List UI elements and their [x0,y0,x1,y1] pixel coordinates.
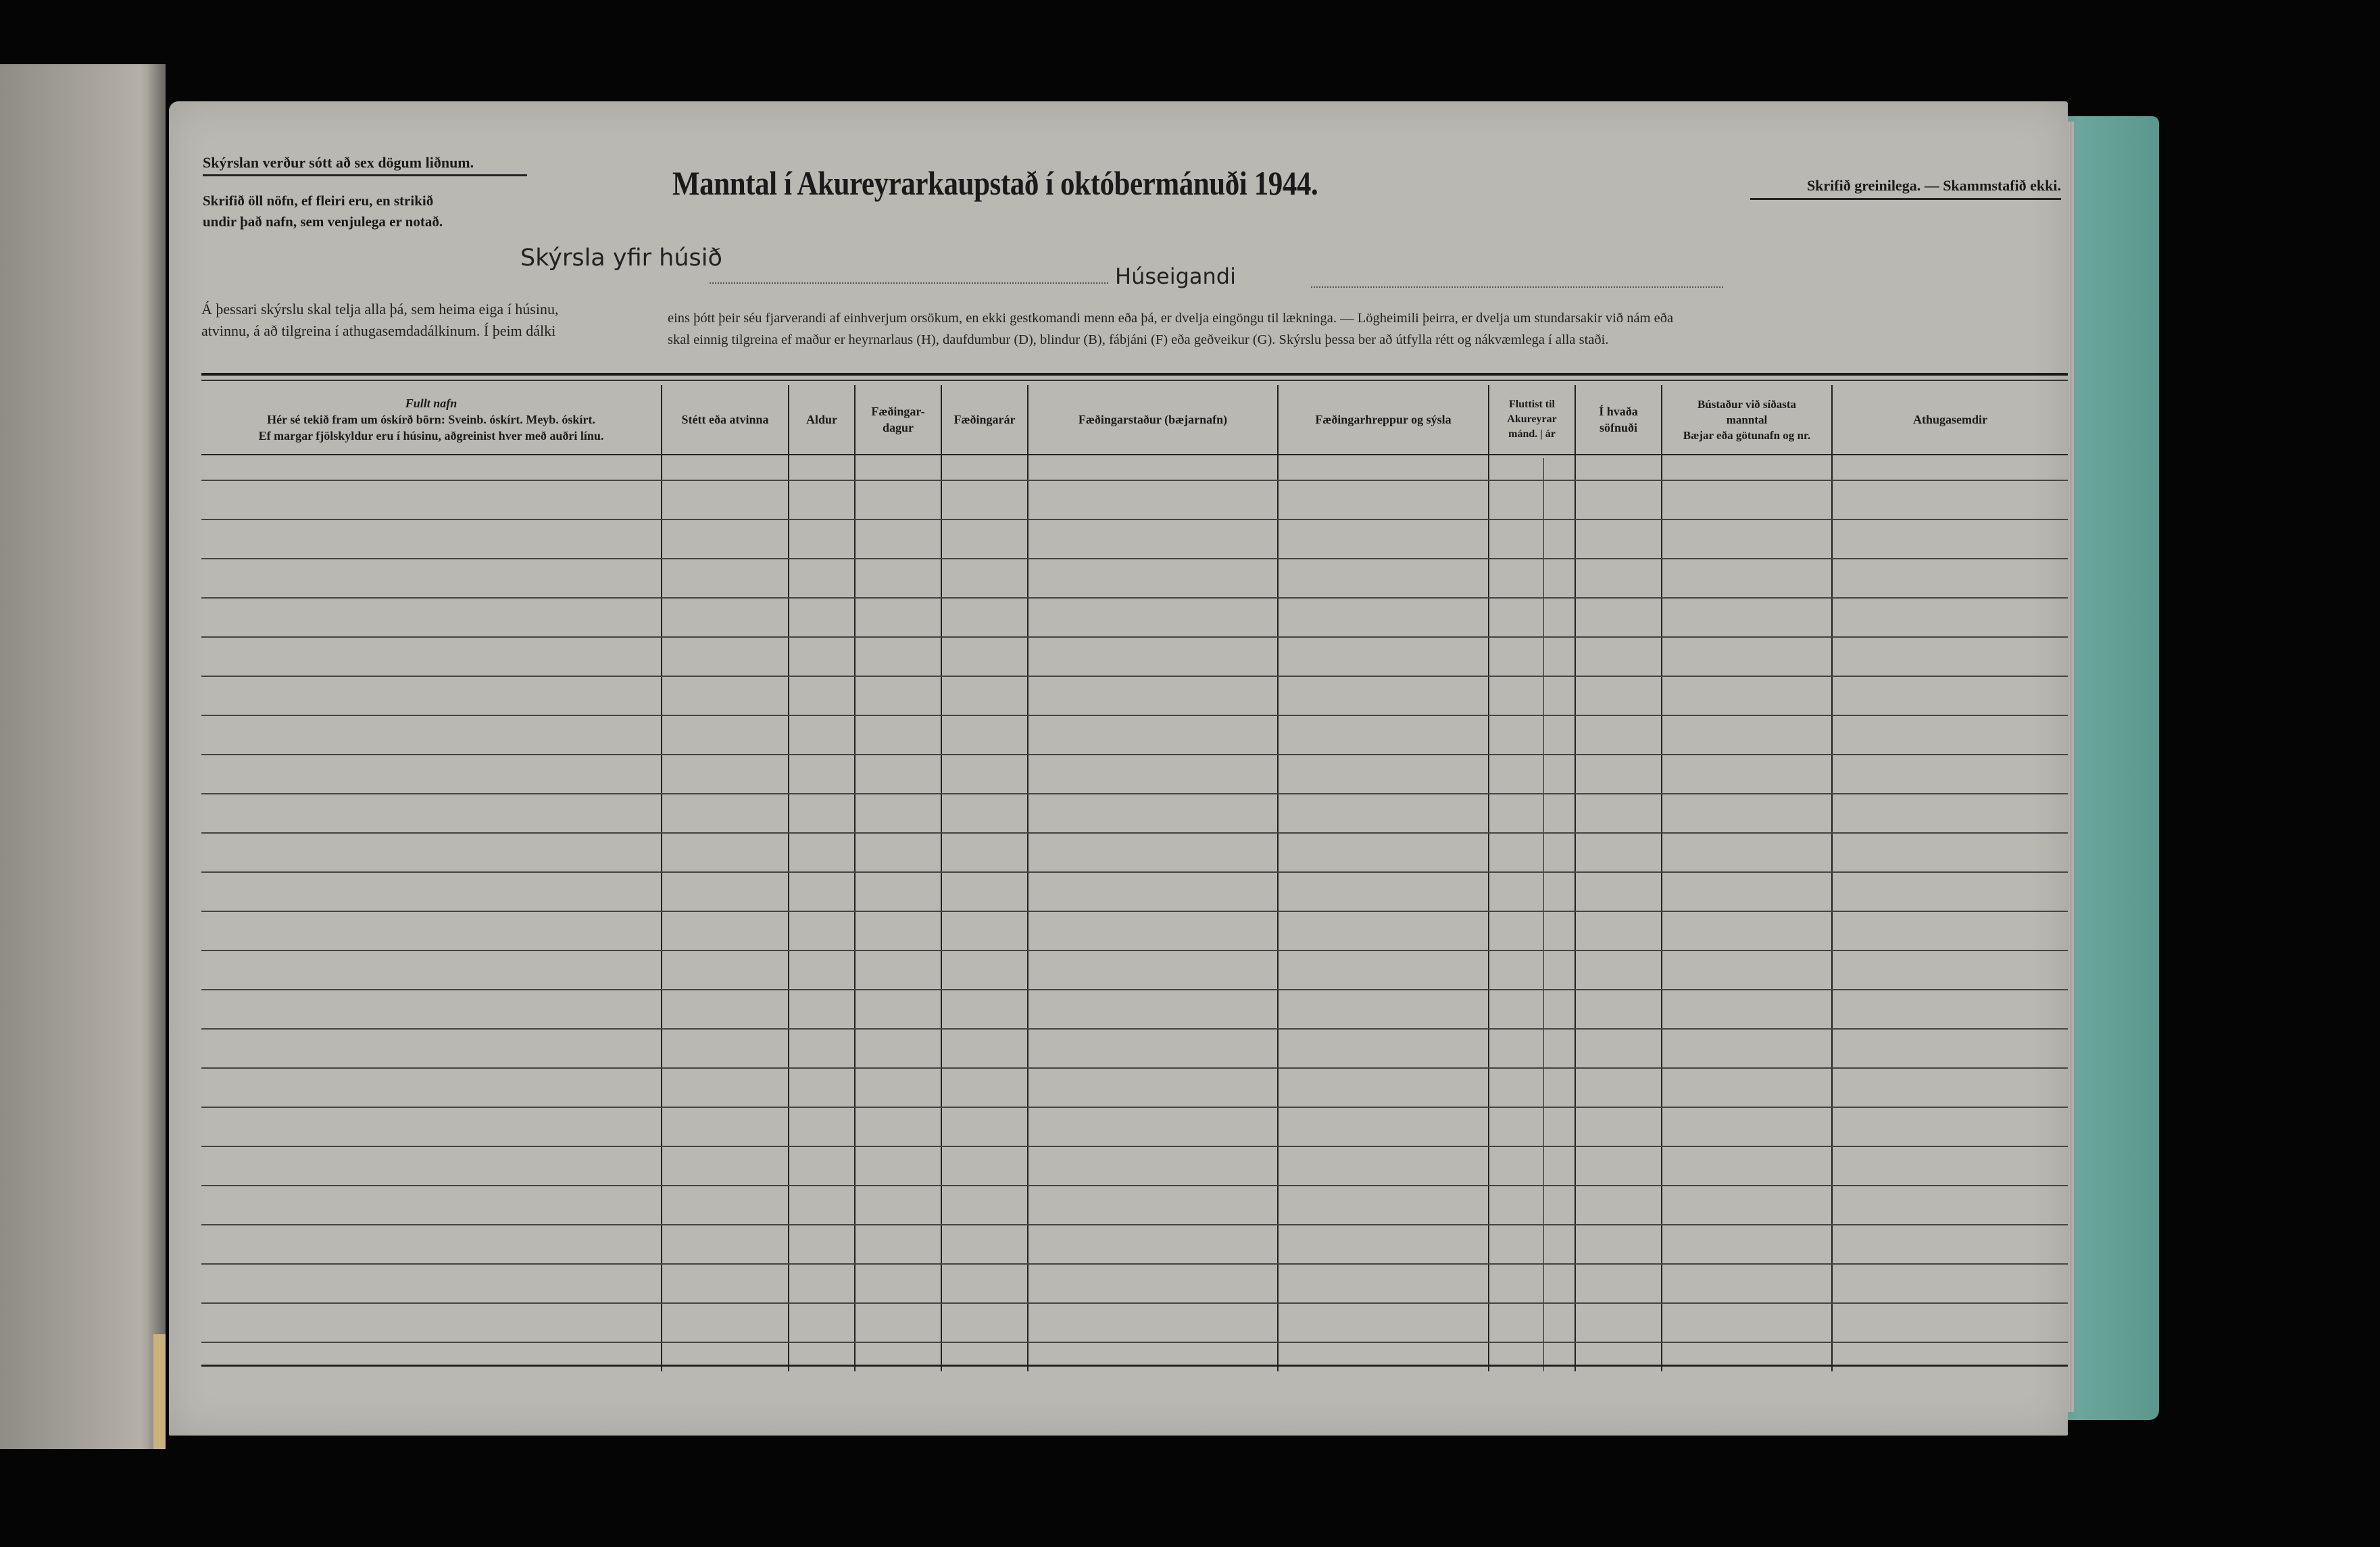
column-header-full-name-title: Fullt nafn [405,397,457,410]
paragraph-right-line-1: eins þótt þeir séu fjarverandi af einhverjum orsökum, en ekki gestkomandi menn eða þá, er dvelja eingöngu til lækninga. — Lögheimili þeirra, er dvelja um stundarsakir við nám eða [668,311,1674,326]
column-header-age: Aldur [805,413,837,426]
entry-row-line[interactable] [201,1224,2068,1225]
entry-row-line[interactable] [201,1146,2068,1147]
left-page [0,64,166,1449]
column-divider [1488,385,1489,1371]
house-report-label: Skýrsla yfir húsið [520,245,722,272]
column-header-residence-line-3: Bæjar eða götunafn og nr. [1683,428,1811,442]
column-header-residence-line-1: Bústaður við síðasta [1697,397,1797,411]
column-header-congregation-line-2: söfnuði [1599,421,1638,434]
column-header-congregation-line-1: Í hvaða [1599,405,1638,418]
column-header-residence-line-2: manntal [1726,413,1768,426]
writing-instruction: Skrifið greinilega. — Skammstafið ekki. [1806,177,2061,194]
entry-row-line[interactable] [201,1185,2068,1186]
paragraph-left-line-2: atvinnu, á að tilgreina í athugasemdadálkinum. Í þeim dálki [201,322,556,339]
entry-row-line[interactable] [201,911,2068,912]
entry-row-line[interactable] [201,793,2068,794]
house-owner-label: Húseigandi [1115,263,1236,289]
moved-column-split [1543,458,1544,1371]
table-top-thin-rule [201,380,2068,381]
entry-row-line[interactable] [201,1263,2068,1265]
column-divider [941,385,942,1371]
column-header-moved-to-akureyri [1489,385,1575,454]
census-form-page [169,101,2068,1436]
entry-row-line[interactable] [201,1302,2068,1304]
entry-row-line[interactable] [201,1107,2068,1108]
page-gutter-shadow [147,64,166,1449]
entry-row-line[interactable] [201,597,2068,599]
entry-row-line[interactable] [201,871,2068,873]
entry-row-line[interactable] [201,715,2068,716]
column-header-remarks: Athugasemdir [1912,413,1987,426]
column-header-congregation [1576,385,1661,454]
column-divider [854,385,856,1371]
column-header-birthday-line-2: dagur [882,421,914,434]
entry-row-line[interactable] [201,636,2068,638]
column-header-birth-parish: Fæðingarhreppur og sýsla [1315,413,1452,426]
column-divider [1831,385,1833,1371]
entry-row-line[interactable] [201,950,2068,951]
column-divider [1661,385,1662,1371]
column-divider [788,385,789,1371]
names-instruction-line-1: Skrifið öll nöfn, ef fleiri eru, en strikið [203,193,434,209]
column-header-full-name-note-2: Ef margar fjölskyldur eru í húsinu, aðgreinist hver með auðri línu. [258,429,604,442]
paragraph-right-line-2: skal einnig tilgreina ef maður er heyrnarlaus (H), daufdumbur (D), blindur (B), fábjáni (F) eða geðveikur (G). Skýrslu þessa ber að útfylla rétt og nákvæmlega í alla staði. [668,332,1609,347]
names-instruction-line-2: undir það nafn, sem venjulega er notað. [203,213,443,230]
column-header-moved-line-2: Akureyrar [1507,413,1557,425]
names-instruction [203,191,443,232]
entry-row-line[interactable] [201,754,2068,755]
collection-note: Skýrslan verður sótt að sex dögum liðnum. [203,154,474,171]
entry-row-line[interactable] [201,1067,2068,1069]
column-header-moved-line-3: mánd. | ár [1508,428,1556,440]
entry-row-line[interactable] [201,1028,2068,1030]
form-title: Manntal í Akureyrarkaupstað í októbermánuði 1944. [672,164,1318,202]
header-bottom-rule [201,454,2068,455]
column-header-occupation: Stétt eða atvinna [681,413,769,426]
column-divider [1277,385,1279,1371]
writing-instruction-underline [1750,198,2061,200]
page-gutter-edge [153,1334,166,1449]
column-header-full-name [201,385,661,454]
table-bottom-rule [201,1365,2068,1367]
house-name-field[interactable] [710,282,1108,284]
column-header-moved-line-1: Fluttist til [1509,399,1555,410]
column-header-full-name-note-1: Hér sé tekið fram um óskírð börn: Sveinb. óskírt. Meyb. óskírt. [267,413,595,426]
column-header-previous-residence [1662,385,1831,454]
entry-row-line[interactable] [201,832,2068,834]
house-owner-field[interactable] [1311,286,1723,288]
table-top-rule [201,373,2068,376]
column-divider [661,385,662,1371]
entry-row-line[interactable] [201,558,2068,559]
entry-row-line[interactable] [201,676,2068,677]
column-divider [1575,385,1576,1371]
column-divider [1027,385,1028,1371]
column-header-birthday-line-1: Fæðingar- [871,405,925,418]
column-header-birthplace: Fæðingarstaður (bæjarnafn) [1078,413,1228,426]
entry-row-line[interactable] [201,989,2068,990]
collection-note-underline [203,174,527,176]
paragraph-left-line-1: Á þessari skýrslu skal telja alla þá, sem heima eiga í húsinu, [201,301,559,318]
entry-row-line[interactable] [201,1342,2068,1343]
column-header-birth-year: Fæðingarár [953,413,1016,426]
column-header-birthday [856,385,941,454]
entry-row-line[interactable] [201,519,2068,520]
entry-row-line[interactable] [201,480,2068,481]
